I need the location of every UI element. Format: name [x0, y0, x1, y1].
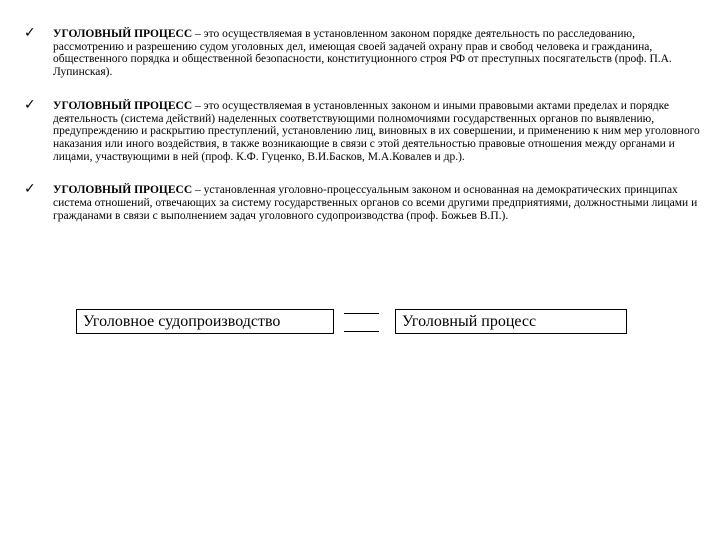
- definition-text: – это осуществляемая в установленном законом порядке деятельность по расследованию, рассмотрению и разрешению судом уголовных дел, имеющая своей задачей охрану прав и свобод человека и гражданина, общественного порядка и общественной безопасности, конституционного строя РФ от преступных посягательств (проф. П.А. Лупинская).: [53, 28, 672, 79]
- equals-sign-top-line: [344, 313, 379, 314]
- definition-term: УГОЛОВНЫЙ ПРОЦЕСС: [53, 28, 193, 40]
- checkmark-icon: ✓: [24, 25, 36, 41]
- definition-item: [20, 25, 700, 79]
- criminal-process-box: Уголовный процесс: [395, 309, 627, 334]
- definition-text: – установленная уголовно-процессуальным законом и основанная на демократических принципах система отношений, отвечающих за систему государственных органов со всеми другими предприятиями, должностными лицами и гражданами в связи с выполнением задач уголовного судопроизводства (проф. Божьев В.П.).: [53, 184, 698, 222]
- definitions-list: [20, 25, 700, 243]
- checkmark-icon: ✓: [24, 181, 36, 198]
- definition-item: [20, 181, 700, 222]
- definition-text: – это осуществляемая в установленных законом и иными правовыми актами пределах и порядке деятельность (система действий) наделенных соответствующими полномочиями государственных органов по выявлению, предупреждению и раскрытию преступлений, установлению лиц, виновных в их совершении, и применению к ним мер уголовного наказания или иного воздействия, в также возникающие в связи с этой деятельностью правовые отношения между органами и лицами, участвующими в ней (проф. К.Ф. Гуценко, В.И.Басков, М.А.Ковалев и др.).: [53, 99, 700, 163]
- criminal-proceedings-box: Уголовное судопроизводство: [76, 309, 334, 334]
- definition-item: [20, 96, 700, 164]
- equals-sign-bottom-line: [344, 331, 379, 332]
- definition-term: УГОЛОВНЫЙ ПРОЦЕСС: [53, 99, 193, 112]
- definition-term: УГОЛОВНЫЙ ПРОЦЕСС: [53, 184, 193, 197]
- checkmark-icon: ✓: [24, 96, 36, 113]
